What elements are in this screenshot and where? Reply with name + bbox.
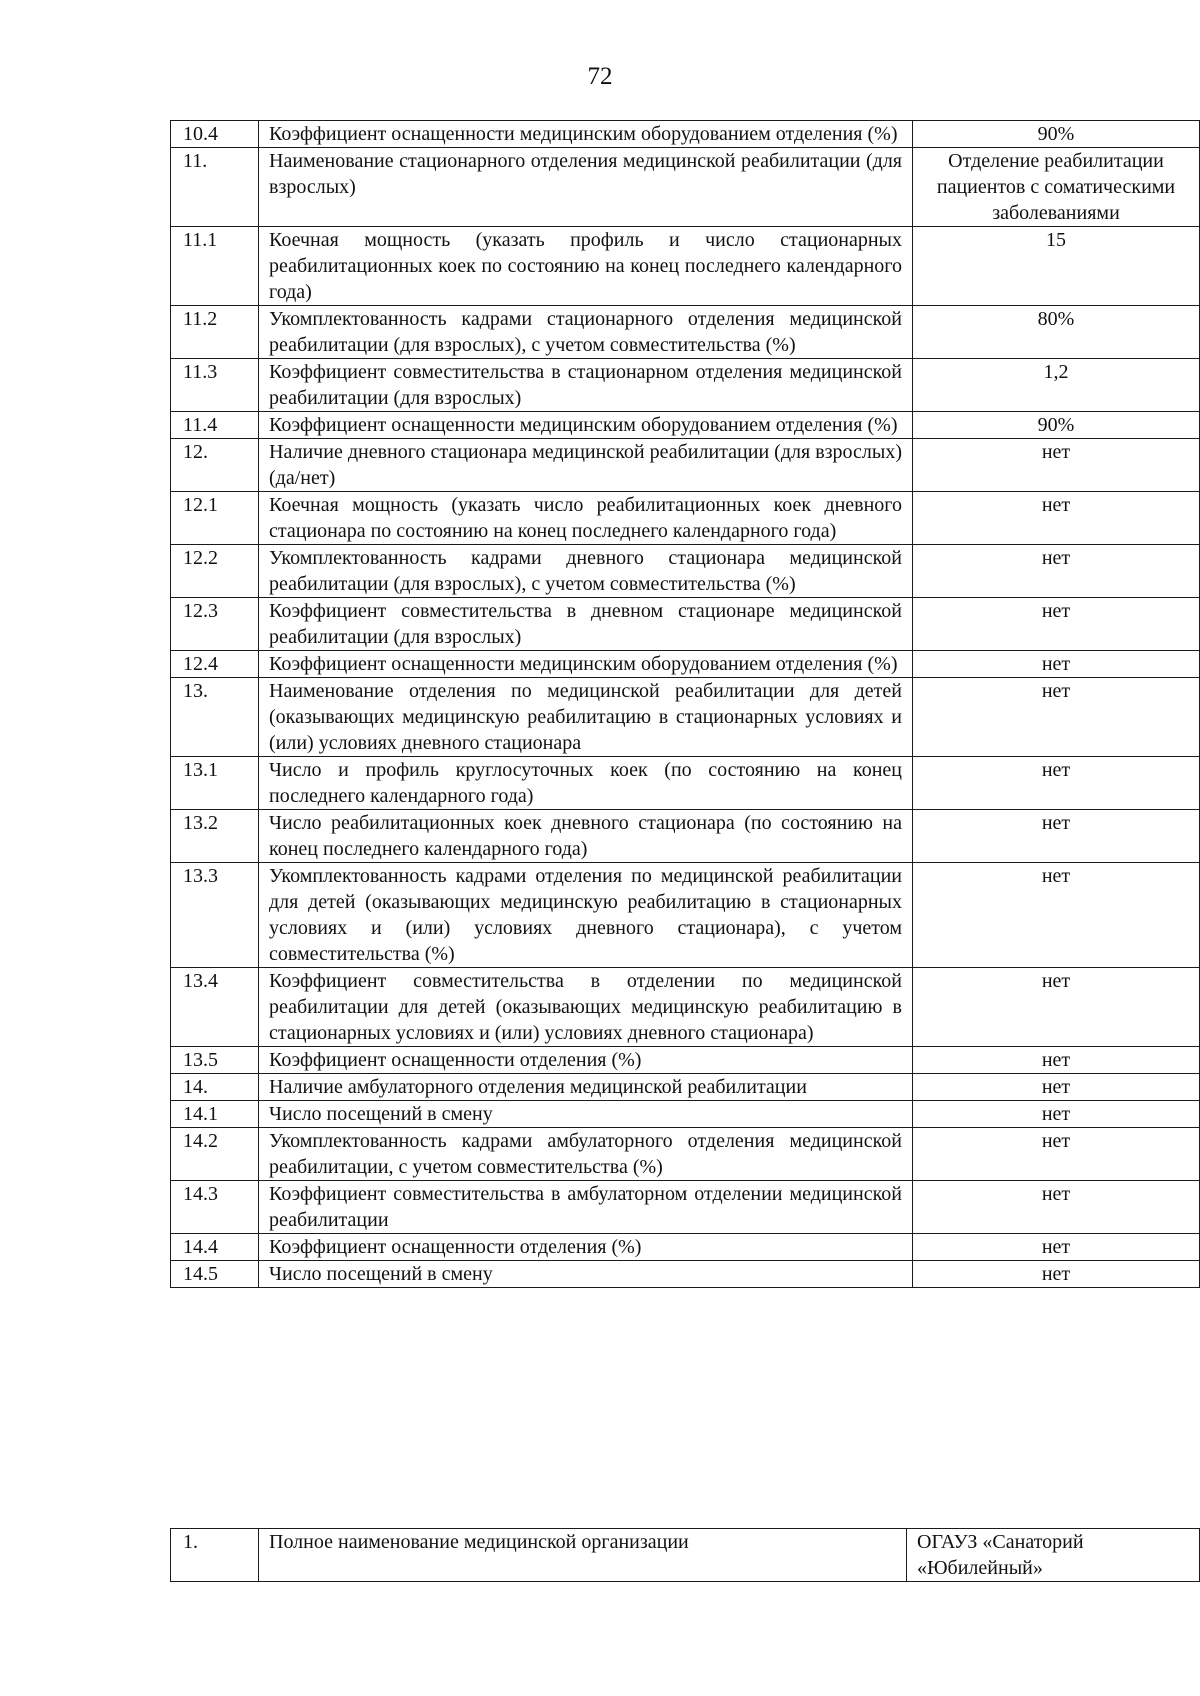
- row-description: Укомплектованность кадрами стационарного отделения медицинской реабилитации (для взрослых), с учетом совместительства (%): [259, 306, 913, 359]
- row-description: Коечная мощность (указать число реабилитационных коек дневного стационара по состоянию на конец последнего календарного года): [259, 492, 913, 545]
- table-row: [171, 412, 1200, 439]
- row-description: Коэффициент оснащенности медицинским оборудованием отделения (%): [259, 121, 913, 148]
- row-value: нет: [913, 863, 1200, 968]
- row-description: Число реабилитационных коек дневного стационара (по состоянию на конец последнего календарного года): [259, 810, 913, 863]
- table-row: [171, 1047, 1200, 1074]
- table-row: [171, 863, 1200, 968]
- table-row: [171, 678, 1200, 757]
- row-value: нет: [913, 651, 1200, 678]
- table-row: [171, 1234, 1200, 1261]
- row-value: 90%: [913, 412, 1200, 439]
- row-value: нет: [913, 1234, 1200, 1261]
- table-row: [171, 1529, 1200, 1582]
- row-number: 12.1: [171, 492, 259, 545]
- row-description: Коечная мощность (указать профиль и число стационарных реабилитационных коек по состоянию на конец последнего календарного года): [259, 227, 913, 306]
- row-number: 13.4: [171, 968, 259, 1047]
- table-row: [171, 757, 1200, 810]
- table-row: [171, 1261, 1200, 1288]
- row-number: 11.3: [171, 359, 259, 412]
- table-row: [171, 359, 1200, 412]
- row-number: 11.: [171, 148, 259, 227]
- row-description: Коэффициент оснащенности отделения (%): [259, 1234, 913, 1261]
- row-number: 14.2: [171, 1128, 259, 1181]
- row-value: нет: [913, 598, 1200, 651]
- table-row: [171, 1101, 1200, 1128]
- row-description: Число посещений в смену: [259, 1261, 913, 1288]
- row-number: 14.5: [171, 1261, 259, 1288]
- row-number: 13.2: [171, 810, 259, 863]
- table-row: [171, 810, 1200, 863]
- row-value: 15: [913, 227, 1200, 306]
- row-value: 1,2: [913, 359, 1200, 412]
- row-value: нет: [913, 1074, 1200, 1101]
- row-number: 11.4: [171, 412, 259, 439]
- table-row: [171, 651, 1200, 678]
- row-value: нет: [913, 1101, 1200, 1128]
- row-description: Наличие амбулаторного отделения медицинской реабилитации: [259, 1074, 913, 1101]
- row-value: нет: [913, 1047, 1200, 1074]
- table-row: [171, 148, 1200, 227]
- indicators-table-body: [171, 121, 1200, 1288]
- row-number: 11.2: [171, 306, 259, 359]
- row-value: нет: [913, 492, 1200, 545]
- row-description: Коэффициент совместительства в стационарном отделения медицинской реабилитации (для взрослых): [259, 359, 913, 412]
- row-number: 13.: [171, 678, 259, 757]
- row-value: 80%: [913, 306, 1200, 359]
- indicators-table: [170, 120, 1200, 1288]
- row-value: нет: [913, 545, 1200, 598]
- row-number: 12.4: [171, 651, 259, 678]
- row-number: 14.1: [171, 1101, 259, 1128]
- row-description: Наименование отделения по медицинской реабилитации для детей (оказывающих медицинскую реабилитацию в стационарных условиях и (или) условиях дневного стационара: [259, 678, 913, 757]
- row-value: нет: [913, 757, 1200, 810]
- row-value: нет: [913, 1181, 1200, 1234]
- table-row: [171, 968, 1200, 1047]
- row-number: 1.: [171, 1529, 259, 1582]
- row-description: Коэффициент оснащенности медицинским оборудованием отделения (%): [259, 412, 913, 439]
- table-row: [171, 1181, 1200, 1234]
- table-row: [171, 306, 1200, 359]
- row-number: 12.3: [171, 598, 259, 651]
- row-number: 13.5: [171, 1047, 259, 1074]
- row-number: 14.: [171, 1074, 259, 1101]
- row-description: Число посещений в смену: [259, 1101, 913, 1128]
- row-number: 11.1: [171, 227, 259, 306]
- row-description: Коэффициент совместительства в отделении по медицинской реабилитации для детей (оказывающих медицинскую реабилитацию в стационарных условиях и (или) условиях дневного стационара): [259, 968, 913, 1047]
- row-value: нет: [913, 1261, 1200, 1288]
- row-description: Наименование стационарного отделения медицинской реабилитации (для взрослых): [259, 148, 913, 227]
- page-number: 72: [587, 63, 613, 90]
- row-value: нет: [913, 968, 1200, 1047]
- table-row: [171, 439, 1200, 492]
- row-number: 13.3: [171, 863, 259, 968]
- row-value: нет: [913, 678, 1200, 757]
- row-value: Отделение реабилитации пациентов с соматическими заболеваниями: [913, 148, 1200, 227]
- table-row: [171, 545, 1200, 598]
- row-description: Коэффициент совместительства в амбулаторном отделении медицинской реабилитации: [259, 1181, 913, 1234]
- table-row: [171, 598, 1200, 651]
- organization-table: [170, 1528, 1200, 1582]
- row-description: Полное наименование медицинской организации: [259, 1529, 907, 1582]
- row-description: Коэффициент оснащенности медицинским оборудованием отделения (%): [259, 651, 913, 678]
- row-number: 14.4: [171, 1234, 259, 1261]
- row-number: 10.4: [171, 121, 259, 148]
- table-row: [171, 1128, 1200, 1181]
- row-description: Коэффициент оснащенности отделения (%): [259, 1047, 913, 1074]
- row-description: Укомплектованность кадрами амбулаторного отделения медицинской реабилитации, с учетом совместительства (%): [259, 1128, 913, 1181]
- table-row: [171, 492, 1200, 545]
- row-value: нет: [913, 810, 1200, 863]
- row-description: Коэффициент совместительства в дневном стационаре медицинской реабилитации (для взрослых): [259, 598, 913, 651]
- row-description: Число и профиль круглосуточных коек (по состоянию на конец последнего календарного года): [259, 757, 913, 810]
- table-row: [171, 1074, 1200, 1101]
- row-number: 13.1: [171, 757, 259, 810]
- row-value: нет: [913, 1128, 1200, 1181]
- row-number: 12.: [171, 439, 259, 492]
- row-description: Укомплектованность кадрами отделения по медицинской реабилитации для детей (оказывающих медицинскую реабилитацию в стационарных условиях и (или) условиях дневного стационара), с учетом совместительства (%): [259, 863, 913, 968]
- row-number: 14.3: [171, 1181, 259, 1234]
- row-value: 90%: [913, 121, 1200, 148]
- row-number: 12.2: [171, 545, 259, 598]
- row-description: Укомплектованность кадрами дневного стационара медицинской реабилитации (для взрослых), с учетом совместительства (%): [259, 545, 913, 598]
- table-row: [171, 121, 1200, 148]
- table-row: [171, 227, 1200, 306]
- row-value: ОГАУЗ «Санаторий «Юбилейный»: [907, 1529, 1200, 1582]
- row-value: нет: [913, 439, 1200, 492]
- row-description: Наличие дневного стационара медицинской реабилитации (для взрослых) (да/нет): [259, 439, 913, 492]
